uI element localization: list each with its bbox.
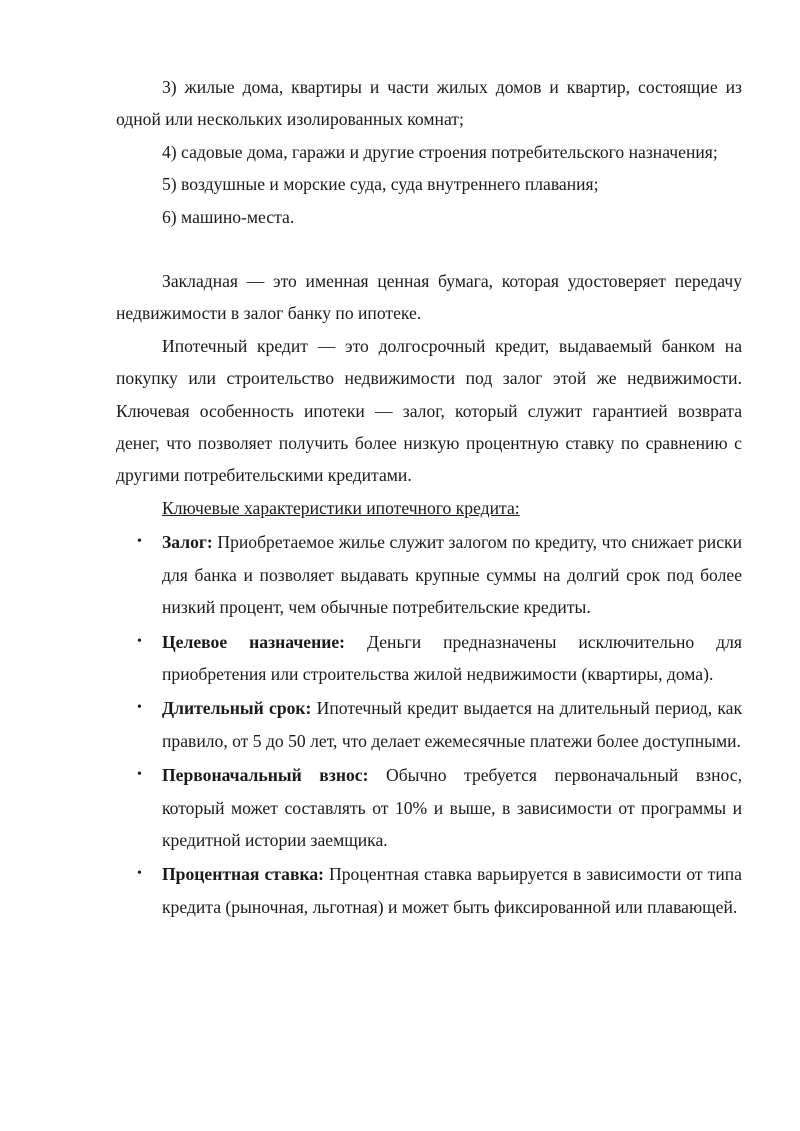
term-label: Целевое назначение:: [162, 631, 346, 652]
term-label: Залог:: [162, 532, 213, 553]
term-label: Длительный срок:: [162, 698, 312, 719]
term-description: Ипотечный кредит выдается на длительный период, как правило, от 5 до 50 лет, что делает ежемесячные платежи более доступными.: [162, 698, 742, 751]
term-description: Обычно требуется первоначальный взнос, который может составлять от 10% и выше, в зависимости от программы и кредитной истории заемщика.: [162, 765, 742, 850]
list-item-parking: 6) машино-места.: [162, 206, 295, 227]
term-description: Приобретаемое жилье служит залогом по кредиту, что снижает риски для банка и позволяет выдавать крупные суммы на долгий срок под более низкий процент, чем обычные потребительские кредиты.: [162, 532, 742, 618]
paragraph-mortgage-note: Закладная — это именная ценная бумага, которая удостоверяет передачу недвижимости в залог банку по ипотеке.: [116, 271, 742, 324]
term-label: Процентная ставка:: [162, 864, 324, 885]
bullet-icon: •: [137, 866, 142, 882]
document-page: [116, 71, 742, 923]
list-item: [116, 858, 742, 923]
bullet-icon: •: [137, 700, 142, 716]
bullet-icon: •: [137, 767, 142, 783]
subheading-characteristics: Ключевые характеристики ипотечного кредита:: [162, 497, 520, 518]
characteristics-list: [116, 526, 742, 923]
list-item-vessels: 5) воздушные и морские суда, суда внутреннего плавания;: [162, 174, 599, 195]
list-item-residential: 3) жилые дома, квартиры и части жилых домов и квартир, состоящие из одной или нескольких изолированных комнат;: [116, 77, 742, 130]
paragraph-mortgage-loan: Ипотечный кредит — это долгосрочный кредит, выдаваемый банком на покупку или строительство недвижимости под залог этой же недвижимости. Ключевая особенность ипотеки — залог, который служит гарантией возврата денег, что позволяет получить более низкую процентную ставку по сравнению с другими потребительскими кредитами.: [116, 335, 742, 486]
bullet-icon: •: [137, 534, 142, 550]
list-item-garden-houses: 4) садовые дома, гаражи и другие строения потребительского назначения;: [162, 141, 718, 162]
list-item: [116, 626, 742, 691]
term-description: Деньги предназначены исключительно для приобретения или строительства жилой недвижимости (квартиры, дома).: [162, 631, 742, 684]
term-label: Первоначальный взнос:: [162, 765, 369, 786]
list-item: [116, 692, 742, 757]
paragraph-gap: [116, 233, 742, 265]
bullet-icon: •: [137, 633, 142, 649]
term-description: Процентная ставка варьируется в зависимости от типа кредита (рыночная, льготная) и может быть фиксированной или плавающей.: [162, 864, 742, 917]
list-item: [116, 526, 742, 623]
list-item: [116, 759, 742, 856]
